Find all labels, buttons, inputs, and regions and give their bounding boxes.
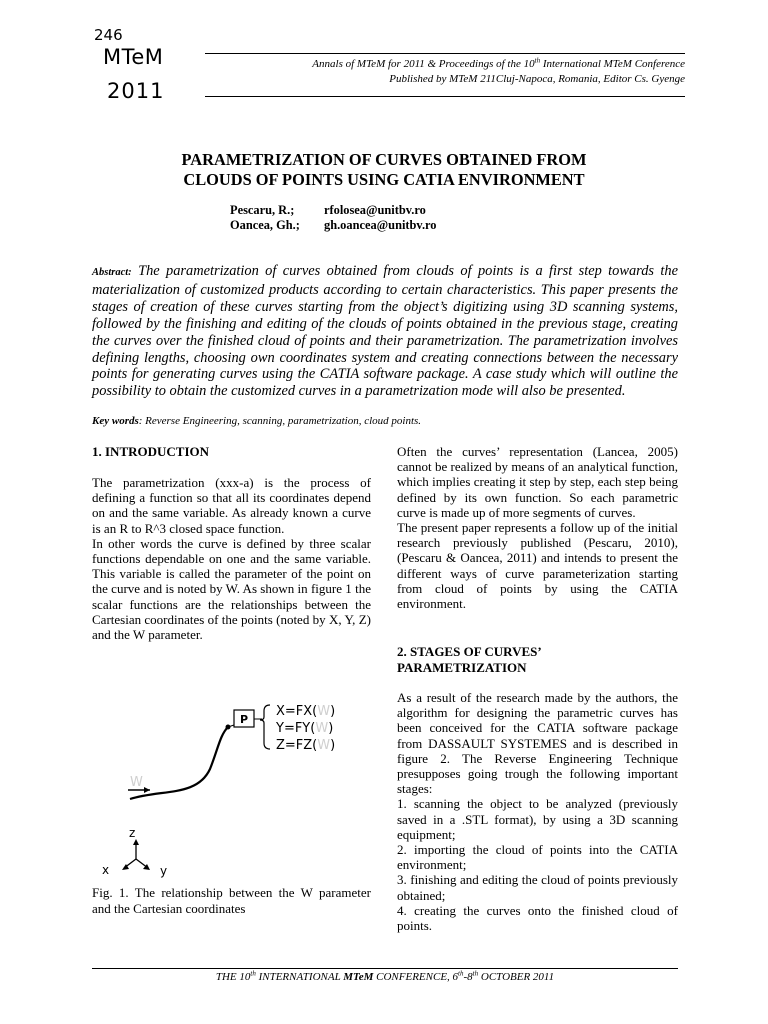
list-item: 3. finishing and editing the cloud of points previously obtained; (397, 872, 678, 903)
section-2-body (397, 690, 678, 933)
abstract-text: The parametrization of curves obtained from clouds of points is a first step towards the materialization of customized products according to certain characteristics. This paper presents the stages of creation of these curves starting from the object’s digitizing using 3D scanning systems, followed by the finishing and editing of the clouds of points obtained in the previous stage, creating the curves over the finished cloud of points and their parametrization. The parametrization involves defining lengths, choosing own coordinates system and creating connections between the necessary points for generating curves using the CATIA software package. A case study which will outline the possibility to obtain the customized curves in a parametrization mode will also be presented. (92, 263, 678, 400)
equations-brace (260, 705, 270, 749)
axis-y-label: y (160, 864, 168, 878)
parameter-w-label: W (130, 775, 143, 790)
section-heading-introduction: 1. INTRODUCTION (92, 444, 210, 459)
figure-1 (92, 693, 372, 878)
keywords-label: Key words (92, 415, 139, 427)
list-item: 2. importing the cloud of points into the CATIA environment; (397, 842, 678, 873)
abstract-label: Abstract: (92, 267, 132, 278)
paragraph: As a result of the research made by the authors, the algorithm for designing the parametric curves has been conceived for the CATIA software package from DASSAULT SYSTEMES and is described in figure 2. The Reverse Engineering Technique presupposes going trough the following important stages: (397, 690, 678, 797)
heading-line: 2. STAGES OF CURVES’ (397, 644, 542, 659)
header-line1-post: International MTeM Conference (540, 58, 685, 70)
author-name: Pescaru, R.; (230, 203, 295, 217)
heading-line: PARAMETRIZATION (397, 660, 527, 675)
header-line1-pre: Annals of MTeM for 2011 & Proceedings of the 10 (312, 58, 535, 70)
footer-brand: MTeM (343, 971, 374, 983)
equation-z: Z=FZ(W) (276, 738, 336, 753)
paragraph: The present paper represents a follow up of the initial research previously published (Pescaru, 2010), (Pescaru & Oancea, 2011) and intends to present the different ways of curve parameterization starting from cloud of points by using the CATIA environment. (397, 520, 678, 612)
keywords (92, 414, 678, 428)
title-line-1: PARAMETRIZATION OF CURVES OBTAINED FROM (181, 150, 587, 169)
author-block (230, 203, 437, 233)
author-email[interactable]: gh.oancea@unitbv.ro (324, 218, 437, 232)
axis-x-label: x (102, 863, 110, 877)
header-rule-bottom (205, 96, 685, 97)
header-rule-top (205, 53, 685, 54)
footer-rule (92, 968, 678, 969)
paragraph: The parametrization (xxx-a) is the process of defining a function so that all its coordinates depend on and the same variable. As already known a curve is an R to R^3 closed space function. (92, 475, 371, 536)
right-column-body (397, 444, 678, 611)
title-line-2: CLOUDS OF POINTS USING CATIA ENVIRONMENT (183, 170, 585, 189)
paper-title (92, 150, 676, 190)
author-row (230, 203, 437, 218)
running-header (205, 57, 685, 87)
author-row (230, 218, 437, 233)
equation-y: Y=FY(W) (276, 721, 334, 736)
page-number: 246 (94, 26, 123, 44)
running-footer: THE 10th INTERNATIONAL MTeM CONFERENCE, 6th-8th OCTOBER 2011 (215, 969, 555, 983)
equation-x: X=FX(W) (276, 704, 336, 719)
list-item: 1. scanning the object to be analyzed (previously saved in a .STL format), by using a 3D scanning equipment; (397, 796, 678, 842)
author-name: Oancea, Gh.; (230, 218, 300, 232)
list-item: 4. creating the curves onto the finished cloud of points. (397, 902, 678, 934)
point-label: P (239, 713, 249, 726)
keywords-text: : Reverse Engineering, scanning, parametrization, cloud points. (138, 415, 422, 427)
section-heading-stages (397, 644, 542, 676)
axis-z-label: z (129, 826, 136, 840)
logo-year: 2011 (107, 79, 165, 103)
figure-1-diagram (92, 693, 372, 878)
header-line1-sup: th (534, 56, 541, 65)
logo-mtem: MTeM (103, 45, 164, 69)
parameter-arrowhead (144, 787, 150, 793)
author-email[interactable]: rfolosea@unitbv.ro (324, 203, 426, 217)
paragraph: Often the curves’ representation (Lancea, 2005) cannot be realized by means of an analytical function, which implies creating it step by step, each step being defined by its own function. So each parametric curve is made up of more segments of curves. (397, 444, 678, 520)
paragraph: In other words the curve is defined by three scalar functions dependable on one and the same variable. This variable is called the parameter of the point on the curve and is noted by W. As shown in figure 1 the scalar functions are the relationships between the Cartesian coordinates of the points (noted by X, Y, Z) and the W parameter. (92, 535, 371, 643)
introduction-body (92, 475, 371, 642)
abstract (92, 263, 678, 400)
header-line2: Published by MTeM 211Cluj-Napoca, Romania, Editor Cs. Gyenge (389, 73, 685, 85)
figure-1-caption: Fig. 1. The relationship between the W parameter and the Cartesian coordinates (92, 885, 371, 916)
